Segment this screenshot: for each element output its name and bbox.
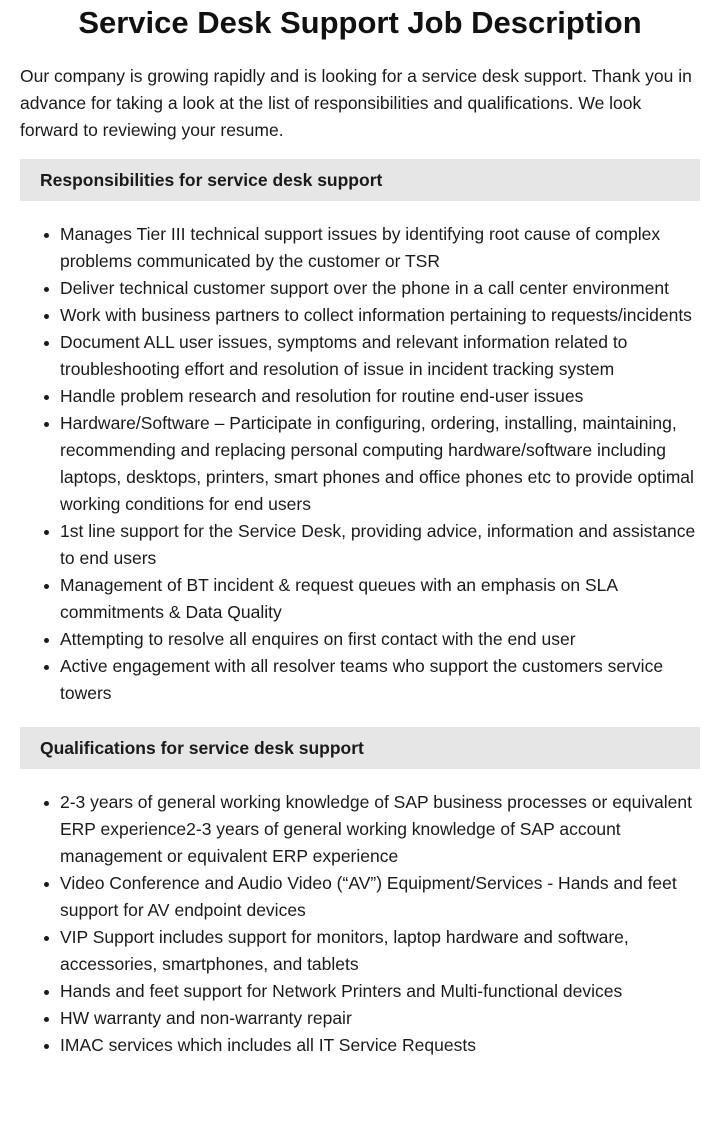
list-item: Hardware/Software – Participate in configuring, ordering, installing, maintaining, recommending and replacing personal computing hardware/software including laptops, desktops, printers, smart phones and office phones etc to provide optimal working conditions for end users: [60, 410, 700, 518]
list-item: Handle problem research and resolution for routine end-user issues: [60, 383, 700, 410]
list-item: Management of BT incident & request queues with an emphasis on SLA commitments & Data Quality: [60, 572, 700, 626]
list-item: Deliver technical customer support over the phone in a call center environment: [60, 275, 700, 302]
list-item: HW warranty and non-warranty repair: [60, 1005, 700, 1032]
qualifications-heading: Qualifications for service desk support: [20, 727, 700, 769]
responsibilities-list: [20, 221, 700, 707]
list-item: 2-3 years of general working knowledge of SAP business processes or equivalent ERP experience2-3 years of general working knowledge of SAP account management or equivalent ERP experience: [60, 789, 700, 870]
list-item: IMAC services which includes all IT Service Requests: [60, 1032, 700, 1059]
list-item: Hands and feet support for Network Printers and Multi-functional devices: [60, 978, 700, 1005]
list-item: 1st line support for the Service Desk, providing advice, information and assistance to end users: [60, 518, 700, 572]
list-item: VIP Support includes support for monitors, laptop hardware and software, accessories, smartphones, and tablets: [60, 924, 700, 978]
list-item: Active engagement with all resolver teams who support the customers service towers: [60, 653, 700, 707]
page-title: Service Desk Support Job Description: [78, 5, 642, 40]
list-item: Video Conference and Audio Video (“AV”) Equipment/Services - Hands and feet support for AV endpoint devices: [60, 870, 700, 924]
responsibilities-heading: Responsibilities for service desk support: [20, 159, 700, 201]
list-item: Work with business partners to collect information pertaining to requests/incidents: [60, 302, 700, 329]
list-item: Attempting to resolve all enquires on first contact with the end user: [60, 626, 700, 653]
intro-paragraph: Our company is growing rapidly and is looking for a service desk support. Thank you in advance for taking a look at the list of responsibilities and qualifications. We look forward to reviewing your resume.: [20, 66, 692, 140]
list-item: Manages Tier III technical support issues by identifying root cause of complex problems communicated by the customer or TSR: [60, 221, 700, 275]
list-item: Document ALL user issues, symptoms and relevant information related to troubleshooting effort and resolution of issue in incident tracking system: [60, 329, 700, 383]
qualifications-list: [20, 789, 700, 1059]
